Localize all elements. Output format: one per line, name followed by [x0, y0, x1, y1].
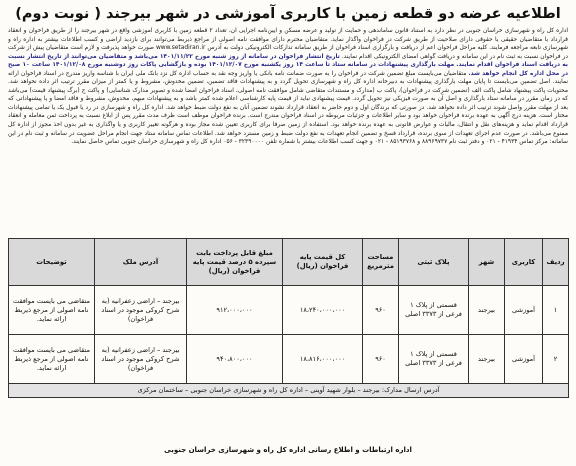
cell-deposit: ۹۴۰،۸۰۰،۰۰۰	[187, 335, 283, 384]
header-row-number: ردیف	[543, 239, 569, 286]
send-address-row	[9, 384, 569, 398]
cell-use: آموزشی	[505, 335, 543, 384]
header-city: شهر	[469, 239, 505, 286]
header-deposit: مبلغ قابل پرداخت بابت سپرده ۵ درصد قیمت پایه فراخوان (ریال)	[187, 239, 283, 286]
page-title: اطلاعیه عرضه دو قطعه زمین با کاربری آموزشی در شهر بیرجند ( نوبت دوم)	[15, 6, 561, 22]
paragraph-2: تاریخ انتشار فراخوان در سامانه از روز شنبه مورخ ۱۴۰۱/۱۱/۲۲ می‌باشد و متقاضیان می‌توانند از تاریخ انتشار نسبت به دریافت اسناد فراخوان اقدام نمایند. مهلت بارگذاری پیشنهادات در سامانه ستاد تا ساعت ۱۴ روز یکشنبه مورخ ۱۴۰۱/۱۲/۰۷ بوده و بازگشایی پاکات روز دوشنبه مورخ ۱۴۰۱/۱۲/۰۸ ساعت ۱۰ صبح در محل اداره کل انجام خواهد شد.	[8, 53, 568, 77]
cell-use: آموزشی	[505, 286, 543, 335]
header-base-price: کل قیمت پایه فراخوان (ریال)	[283, 239, 363, 286]
paragraph-1: اداره کل راه و شهرسازی خراسان جنوبی در نظر دارد به استناد قانون ساماندهی و حمایت از تولید و عرضه مسکن و آیین‌نامه اجرایی آن، تعداد ۲ قطعه زمین با کاربری آموزشی واقع در شهر بیرجند را از طریق فراخوان و انعقاد قرارداد با متقاضیان حقیقی یا حقوقی دارای صلاحیت از طریق شرکت در فراخوان واگذار نماید. متقاضیان محترم دارای موافقت نامه اصولی از مراجع ذیربط می‌توانند برای بازدید اراضی و کسب اطلاعات بیشتر به اداره راه و شهرسازی تابعه مراجعه فرمایند. کلیه مراحل فراخوان اعم از دریافت و بارگزاری اسناد فراخوان از طریق سامانه تدارکات الکترونیکی دولت به آدرس www.setadiran.ir صورت خواهد پذیرفت و لازم است متقاضیان پیش از شرکت در فراخوان نسبت به ثبت نام در این سامانه و دریافت گواهی امضای الکترونیکی اقدام نمایند.	[8, 28, 568, 60]
table-header-row	[9, 239, 569, 286]
header-use: کاربری	[505, 239, 543, 286]
cell-notes: متقاضی می بایست موافقت نامه اصولی از مرجع ذیربط ارائه نماید.	[9, 286, 95, 335]
footer-credit: اداره ارتباطات و اطلاع رسانی اداره کل راه و شهرسازی خراسان جنوبی	[164, 446, 412, 454]
cell-notes: متقاضی می بایست موافقت نامه اصولی از مرجع ذیربط ارائه نماید.	[9, 335, 95, 384]
header-area: مساحت مترمربع	[363, 239, 399, 286]
cell-base-price: ۱۸،۲۴۰،۰۰۰،۰۰۰	[283, 286, 363, 335]
paragraph-4: محتویات پاکت پیشنهاد شامل پاکت الف (تضمین شرکت در فراخوان)، پاکت ب (مدارک و مستندات متقاضی شامل موافقت نامه اصولی، اسناد فراخوان امضا شده و تصویر مدارک شناسایی) و پاکت ج (برگ پیشنهاد قیمت) می‌باشد که در زمان مقرر در سامانه ستاد بارگذاری و اصل آن به صورت فیزیکی نیز تحویل گردد. قیمت پیشنهادی نباید از قیمت پایه کارشناسی اعلام شده کمتر باشد و به پیشنهادات مبهم، مخدوش، مشروط و فاقد امضا و یا پیشنهاداتی که بعد از مهلت مقرر واصل شوند ترتیب اثر داده نخواهد شد. در صورتی که برندگان اول و دوم حاضر به انعقاد قرارداد نشوند تضمین آنان به نفع دولت ضبط خواهد شد.	[8, 87, 568, 111]
paragraph-3: متقاضیان می‌بایست مبلغ تضمین شرکت در فراخوان را به صورت ضمانت نامه بانکی یا واریز وجه نقد به حساب اداره کل نزد بانک ملی ایران با شناسه واریز مندرج در اسناد فراخوان ارائه نمایند. اصل تضمین می‌بایست تا پایان مهلت بارگذاری پیشنهادات به دبیرخانه اداره کل راه و شهرسازی تحویل گردد و به پیشنهادات فاقد تضمین، تضمین مخدوش، مشروط و یا کمتر از میزان مقرر ترتیب اثر داده نخواهد شد.	[8, 70, 568, 86]
cell-city: بیرجند	[469, 335, 505, 384]
cell-row-number: ۲	[543, 335, 569, 384]
header-address: آدرس ملک	[95, 239, 187, 286]
table-row	[9, 286, 569, 335]
cell-city: بیرجند	[469, 286, 505, 335]
header-plaque: پلاک ثبتی	[399, 239, 469, 286]
cell-plaque: قسمتی از پلاک ۱ فرعی از ۳۳۷۳ اصلی	[399, 286, 469, 335]
send-address: آدرس ارسال مدارک: بیرجند – بلوار شهید آوینی – اداره کل راه و شهرسازی خراسان جنوبی – ساختمان مرکزی	[9, 384, 569, 398]
cell-address: بیرجند – اراضی زعفرانیه (به شرح کروکی موجود در اسناد فراخوان)	[95, 286, 187, 335]
cell-area: ۹۶۰	[363, 335, 399, 384]
paragraph-5: اداره کل راه و شهرسازی در رد یا قبول یک یا تمامی پیشنهادات مختار است. هزینه درج آگهی به عهده برنده فراخوان خواهد بود و سایر اطلاعات و جزئیات مربوطه در اسناد فراخوان مندرج است. برنده فراخوان موظف است ظرف مدت مقرر پس از ابلاغ نسبت به پرداخت ثمن معامله و انعقاد قرارداد اقدام نماید و هزینه‌های نقل و انتقال، مالیات و عوارض قانونی به عهده برنده خواهد بود. استفاده از زمین صرفا برای کاربری تعیین شده مجاز بوده و هرگونه تغییر کاربری و یا واگذاری به غیر بدون اخذ مجوز از اداره کل ممنوع می‌باشد.	[8, 104, 568, 137]
cell-address: بیرجند – اراضی زعفرانیه (به شرح کروکی موجود در اسناد فراخوان)	[95, 335, 187, 384]
cell-area: ۹۶۰	[363, 286, 399, 335]
announcement-body	[8, 27, 568, 235]
land-table	[8, 238, 569, 398]
cell-plaque: قسمتی از پلاک ۱ فرعی از ۳۳۷۳ اصلی	[399, 335, 469, 384]
cell-deposit: ۹۱۲،۰۰۰،۰۰۰	[187, 286, 283, 335]
header-notes: توضیحات	[9, 239, 95, 286]
cell-row-number: ۱	[543, 286, 569, 335]
table-row	[9, 335, 569, 384]
paragraph-6: در صورت عدم اجرای تعهدات از سوی برنده، قرارداد فسخ و تضمین انجام تعهدات به نفع دولت ضبط و زمین مسترد خواهد شد. اطلاعات تماس سامانه ستاد جهت انجام مراحل عضویت در سامانه و ثبت نام در این سامانه: مرکز تماس ۴۱۹۳۴ - ۰۲۱ و دفتر ثبت نام ۸۸۹۶۹۷۳۷ و ۸۵۱۹۳۷۶۸ - ۰۲۱ و جهت کسب اطلاعات بیشتر با شماره تلفن ۳۲۳۹۰۰۰۰ - ۰۵۶ اداره کل راه و شهرسازی خراسان جنوبی تماس حاصل نمایند.	[8, 130, 568, 146]
cell-base-price: ۱۸،۸۱۶،۰۰۰،۰۰۰	[283, 335, 363, 384]
